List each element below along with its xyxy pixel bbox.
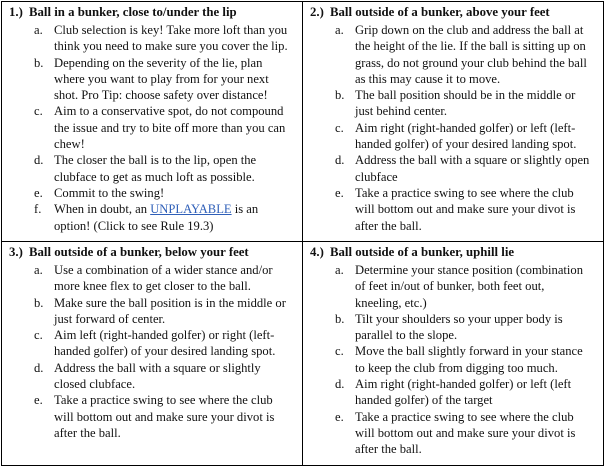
list-item: a. Club selection is key! Take more loft than you think you need to make sure you cover the lip. xyxy=(34,23,288,54)
list-item: d. Address the ball with a square or slightly open clubface xyxy=(335,153,590,184)
list-item: e. Commit to the swing! xyxy=(34,185,165,200)
list-item: e. Take a practice swing to see where the club will bottom out and make sure your divot is after the ball. xyxy=(335,185,576,233)
tip-list xyxy=(2,262,302,441)
list-item: e. Take a practice swing to see where the club will bottom out and make sure your divot is after the ball. xyxy=(335,409,576,457)
list-item: a. Determine your stance position (combination of feet in/out of bunker, both feet out, kneeling, etc.) xyxy=(335,263,584,310)
cell-title: 2.) Ball outside of a bunker, above your feet xyxy=(310,5,550,19)
list-item: d. Aim right (right-handed golfer) or left (left handed golfer) of the target xyxy=(335,377,572,408)
list-item: a. Use a combination of a wider stance and/or more knee flex to get closer to the ball. xyxy=(34,263,273,294)
list-item: c. Aim right (right-handed golfer) or left (left- handed golfer) of your desired landing spot. xyxy=(335,120,577,152)
list-item: b. The ball position should be in the middle or just behind center. xyxy=(335,88,576,119)
tip-list xyxy=(303,22,604,234)
cell-above-feet xyxy=(303,2,604,241)
list-item: e. Take a practice swing to see where the club will bottom out and make sure your divot is after the ball. xyxy=(34,393,275,440)
cell-below-feet xyxy=(2,242,302,466)
list-item: b. Make sure the ball position is in the middle or just forward of center. xyxy=(34,295,286,326)
cell-bunker-under-lip xyxy=(2,2,302,241)
cell-uphill-lie xyxy=(303,242,604,466)
tip-list xyxy=(2,22,302,234)
cell-title: 1.) Ball in a bunker, close to/under the lip xyxy=(9,5,237,19)
unplayable-link[interactable]: UNPLAYABLE xyxy=(150,202,232,217)
list-item: b. Depending on the severity of the lie, plan where you want to play from for your next shot. Pro Tip: choose safety over distance! xyxy=(34,55,269,103)
tip-list xyxy=(303,262,604,458)
list-item: d. Address the ball with a square or slightly closed clubface. xyxy=(34,360,261,392)
cell-title: 3.) Ball outside of a bunker, below your feet xyxy=(9,245,249,259)
list-item: c. Aim left (right-handed golfer) or right (left- handed golfer) of your desired landing spot. xyxy=(34,328,276,359)
list-item: b. Tilt your shoulders so your upper body is parallel to the slope. xyxy=(335,311,563,343)
list-item: d. The closer the ball is to the lip, open the clubface to get as much loft as possible. xyxy=(34,153,257,184)
cell-title: 4.) Ball outside of a bunker, uphill lie xyxy=(310,245,515,259)
list-item: c. Aim to a conservative spot, do not compound the issue and try to bite off more than you can chew! xyxy=(34,104,286,152)
tips-table xyxy=(1,1,604,466)
list-item: a. Grip down on the club and address the ball at the height of the lie. If the ball is sitting up on grass, do not ground your club behind the ball as this may cause it to move. xyxy=(335,23,587,86)
list-item: f. When in doubt, an UNPLAYABLE is an option! (Click to see Rule 19.3) xyxy=(34,202,259,233)
list-item: c. Move the ball slightly forward in your stance to keep the club from digging too much. xyxy=(335,344,583,375)
